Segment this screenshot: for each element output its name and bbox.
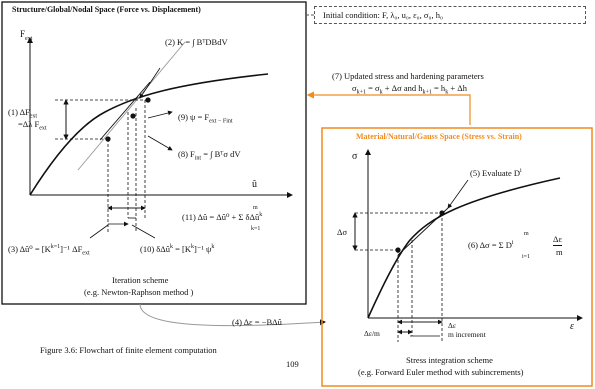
step-3-initial-displacement: (3) Δû⁰ = $[K^{k=1}]^{-1}$ $\Delta F_{ext}$ [8,243,90,257]
step-5-evaluate: (5) Evaluate $D^i$ [470,167,522,178]
structure-axes [30,38,292,195]
m-increment-label: m increment [448,330,486,339]
delta-eps-over-m: Δε/m [364,329,380,338]
strain-axis-label: ε [570,321,574,332]
structure-panel-frame [2,2,306,304]
gauss-points [395,210,444,252]
stress-scheme-title: Stress integration scheme [406,355,493,365]
material-panel-title: Material/Natural/Gauss Space (Stress vs. Strain) [356,132,522,141]
strain-brackets [398,322,442,336]
displacement-guides [108,100,145,232]
tangent-stiffness-line [78,42,185,170]
step-11-sum-upper: m [253,205,258,211]
step-6-fraction-top: Δε [553,234,563,244]
delta-sigma-label: Δσ [337,227,348,237]
structure-panel-title: Structure/Global/Nodal Space (Force vs. Displacement) [12,5,201,14]
figure-caption: Figure 3.6: Flowchart of finite element computation [40,345,217,355]
step-11-displacement-update: (11) Δû = Δû⁰ + Σ δΔû$^k$ [182,211,263,222]
step-11-sum-lower: k=1 [251,226,261,232]
initial-condition-box: Initial condition: F, λ₀, u₀, ε₀, σ₀, h₀ [314,6,586,24]
step-10-correction: (10) δΔû$^k$ = $[K^k]^{-1}$ $\psi^k$ [140,243,215,254]
step-1-load-factor: =Δλ $F_{ext}$ [18,119,47,132]
step-7-equations: $\sigma_{k+1} = \sigma_k + \Delta\sigma$ and $h_{k+1} = h_k + \Delta h$ [352,83,467,96]
step-6-stress-increment: (6) Δσ = Σ $D^i$ [468,239,514,250]
step-2-stiffness: (2) K = ∫ BᵀDBdV [165,37,228,47]
iteration-scheme-title: Iteration scheme [112,275,169,285]
step-1-load-increment: (1) $\Delta F_{ext}$ [8,107,38,120]
step-4-strain: (4) Δε = −BΔû [232,317,282,327]
iteration-scheme-example: (e.g. Newton-Raphson method ) [84,287,194,297]
step-6-sum-lower: i=1 [522,254,531,260]
page-number: 109 [286,359,299,369]
stress-scheme-example: (e.g. Forward Euler method with subincrements) [358,367,524,377]
step-7-title: (7) Updated stress and hardening parameters [332,71,484,81]
step-9-residual: (9) $\psi = F_{ext - Fint}$ [178,112,233,125]
stress-axis-label: σ [352,151,358,162]
step-8-internal-force: (8) $F_{int}$ = ∫ Bᵀσ dV [178,149,241,162]
step-6-fraction-bottom: m [556,247,563,257]
force-axis-label: $F_{ext}$ [20,29,33,42]
displacement-axis-label: û [252,179,257,190]
update-arrow [308,95,470,125]
material-panel-frame [322,128,592,386]
step-6-sum-upper: m [524,231,529,237]
delta-eps-label: Δε [448,321,456,330]
